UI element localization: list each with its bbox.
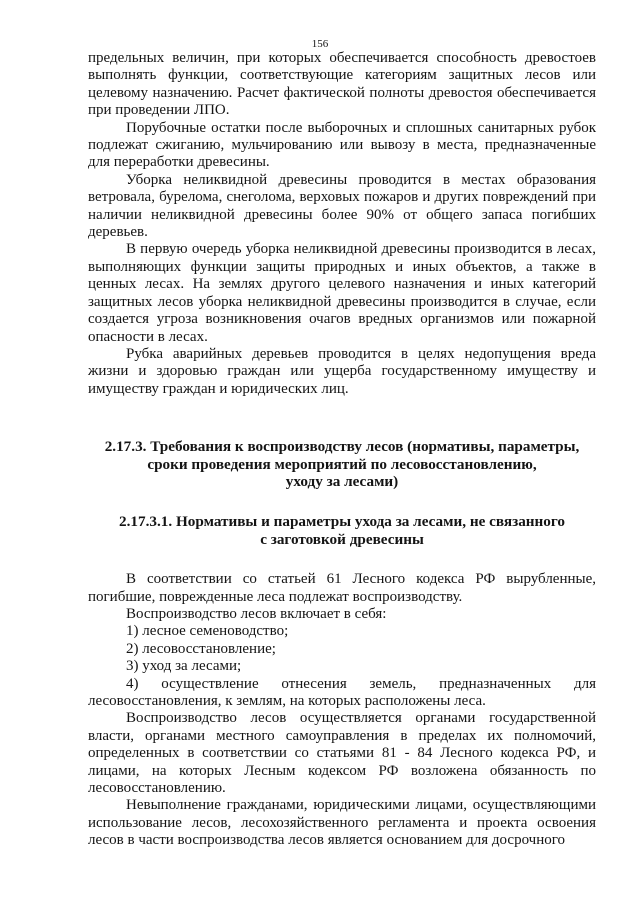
paragraph-non-compliance: Невыполнение гражданами, юридическими лицами, осуществляющими использование лесов, лесохозяйственного регламента и проекта освоения лесов в части воспроизводства лесов является основанием для досрочного bbox=[88, 797, 596, 849]
paragraph-reproduction-includes: Воспроизводство лесов включает в себя: bbox=[126, 605, 387, 622]
page-content bbox=[88, 50, 596, 850]
subsection-heading-line: 2.17.3.1. Нормативы и параметры ухода за лесами, не связанного bbox=[119, 512, 565, 530]
subsection-heading-line: с заготовкой древесины bbox=[260, 530, 424, 548]
paragraph-logging-residues: Порубочные остатки после выборочных и сплошных санитарных рубок подлежат сжиганию, мульчированию или вывозу в места, предназначенные для переработки древесины. bbox=[88, 119, 596, 171]
paragraph-continuation: предельных величин, при которых обеспечивается способность древостоев выполнять функции, соответствующие категориям защитных лесов или целевому назначению. Расчет фактической полноты древостоя обеспечивается при проведении ЛПО. bbox=[88, 50, 596, 119]
page-number: 156 bbox=[311, 38, 329, 50]
paragraph-hazard-trees: Рубка аварийных деревьев проводится в целях недопущения вреда жизни и здоровью граждан или ущерба государственному имуществу и имуществу граждан и юридических лиц. bbox=[88, 345, 596, 397]
subsection-heading bbox=[88, 513, 596, 548]
paragraph-illiquid-wood-cleanup: Уборка неликвидной древесины проводится в местах образования ветровала, бурелома, снеголома, верховых пожаров и других повреждений при наличии неликвидной древесины более 90% от общего запаса погибших деревьев. bbox=[88, 171, 596, 241]
list-item: 2) лесовосстановление; bbox=[126, 640, 276, 657]
section-heading-line: уходу за лесами) bbox=[285, 473, 399, 491]
paragraph-priority-cleanup: В первую очередь уборка неликвидной древесины производится в лесах, выполняющих функции защиты природных и иных объектов, а также в ценных лесах. На землях другого целевого назначения и иных категорий защитных лесов уборка неликвидной древесины производится в случае, если создается угроза возникновения очагов вредных организмов или пожарной опасности в лесах. bbox=[88, 241, 596, 345]
paragraph-article-61: В соответствии со статьей 61 Лесного кодекса РФ вырубленные, погибшие, поврежденные леса подлежат воспроизводству. bbox=[88, 571, 596, 605]
list-item-4: 4) осуществление отнесения земель, предназначенных для лесовосстановления, к землям, на которых расположены леса. bbox=[88, 675, 596, 709]
list-item: 3) уход за лесами; bbox=[126, 658, 242, 675]
section-heading bbox=[88, 438, 596, 491]
section-heading-line: 2.17.3. Требования к воспроизводству лесов (нормативы, параметры, bbox=[104, 438, 580, 456]
section-heading-line: сроки проведения мероприятий по лесовосстановлению, bbox=[147, 455, 537, 473]
paragraph-reproduction-authorities: Воспроизводство лесов осуществляется органами государственной власти, органами местного самоуправления в пределах их полномочий, определенных в соответствии со статьями 81 - 84 Лесного кодекса РФ, и лицами, на которых Лесным кодексом РФ возложена обязанность по лесовосстановлению. bbox=[88, 710, 596, 796]
list-item: 1) лесное семеноводство; bbox=[126, 623, 289, 640]
